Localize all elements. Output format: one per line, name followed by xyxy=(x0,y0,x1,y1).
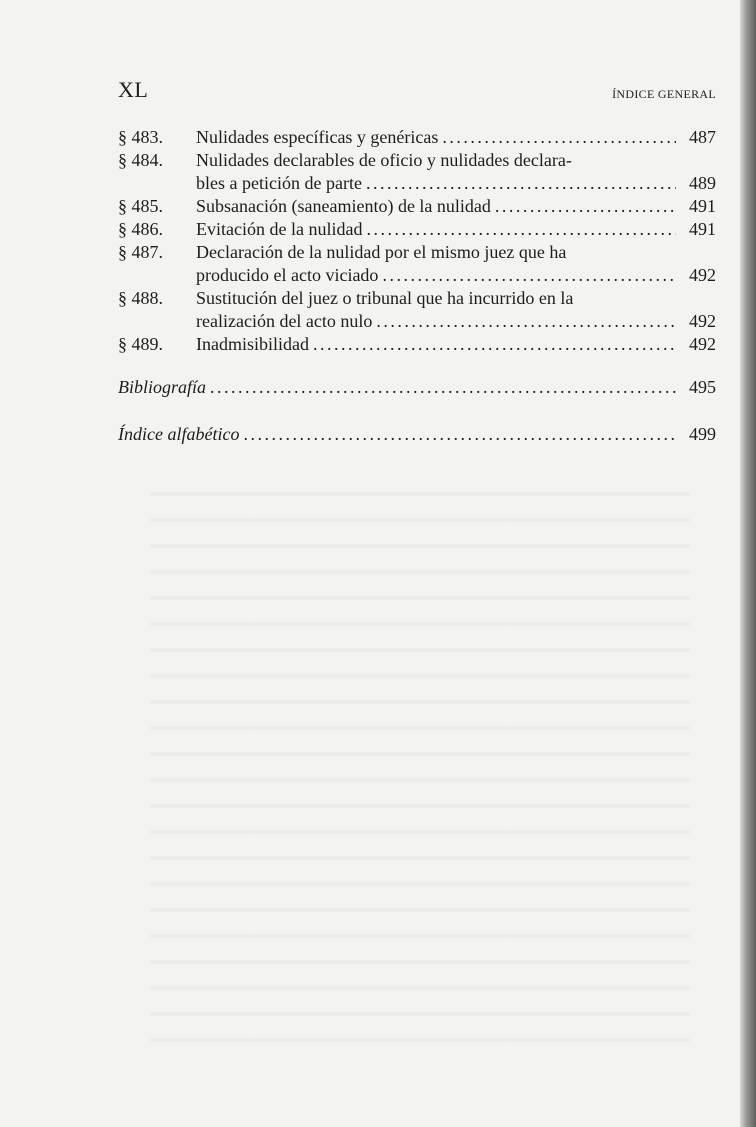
entry-title-line-1: Declaración de la nulidad por el mismo juez que ha xyxy=(196,242,567,262)
toc-entry-483 xyxy=(118,126,716,149)
entry-page: 492 xyxy=(689,311,716,331)
bibliografia-label: Bibliografía xyxy=(118,377,207,397)
page-header xyxy=(118,77,716,105)
section-number: § 485. xyxy=(118,196,163,216)
toc-entry-indice-alfabetico xyxy=(118,423,716,446)
dot-leader xyxy=(442,126,676,149)
toc-entry-487 xyxy=(118,241,716,287)
toc-entry-488 xyxy=(118,287,716,333)
section-number: § 486. xyxy=(118,219,163,239)
entry-page: 487 xyxy=(689,127,716,147)
entry-page: 492 xyxy=(689,265,716,285)
dot-leader xyxy=(366,172,676,195)
toc-entry-489 xyxy=(118,333,716,356)
entry-title-line-2: bles a petición de parte xyxy=(196,173,362,193)
dot-leader xyxy=(382,264,676,287)
toc-entry-485 xyxy=(118,195,716,218)
dot-leader xyxy=(366,218,676,241)
page-edge-shadow xyxy=(740,0,756,1127)
toc-entry-bibliografia xyxy=(118,376,716,399)
entry-title-line-1: Sustitución del juez o tribunal que ha incurrido en la xyxy=(196,288,574,308)
dot-leader xyxy=(376,310,676,333)
running-title: ÍNDICE GENERAL xyxy=(612,87,716,101)
table-of-contents xyxy=(118,126,716,446)
entry-page: 489 xyxy=(689,173,716,193)
section-number: § 484. xyxy=(118,150,163,170)
section-number: § 483. xyxy=(118,127,163,147)
indice-alfabetico-label: Índice alfabético xyxy=(118,424,240,444)
entry-title-line-2: producido el acto viciado xyxy=(196,265,379,285)
section-number: § 487. xyxy=(118,242,163,262)
dot-leader xyxy=(313,333,676,356)
entry-title-line-1: Nulidades declarables de oficio y nulidades declara- xyxy=(196,150,572,170)
entry-page: 491 xyxy=(689,196,716,216)
dot-leader xyxy=(495,195,676,218)
dot-leader xyxy=(243,423,676,446)
entry-page: 491 xyxy=(689,219,716,239)
section-number: § 488. xyxy=(118,288,163,308)
section-number: § 489. xyxy=(118,334,163,354)
entry-page: 492 xyxy=(689,334,716,354)
entry-title: Subsanación (saneamiento) de la nulidad xyxy=(196,196,491,216)
toc-entry-486 xyxy=(118,218,716,241)
entry-title: Inadmisibilidad xyxy=(196,334,309,354)
page-number: XL xyxy=(118,77,149,102)
entry-title-line-2: realización del acto nulo xyxy=(196,311,373,331)
indice-alfabetico-page: 499 xyxy=(689,424,716,444)
bibliografia-page: 495 xyxy=(689,377,716,397)
entry-title: Nulidades específicas y genéricas xyxy=(196,127,439,147)
toc-entry-484 xyxy=(118,149,716,195)
bleed-through-text xyxy=(150,470,690,1050)
entry-title: Evitación de la nulidad xyxy=(196,219,363,239)
dot-leader xyxy=(210,376,676,399)
